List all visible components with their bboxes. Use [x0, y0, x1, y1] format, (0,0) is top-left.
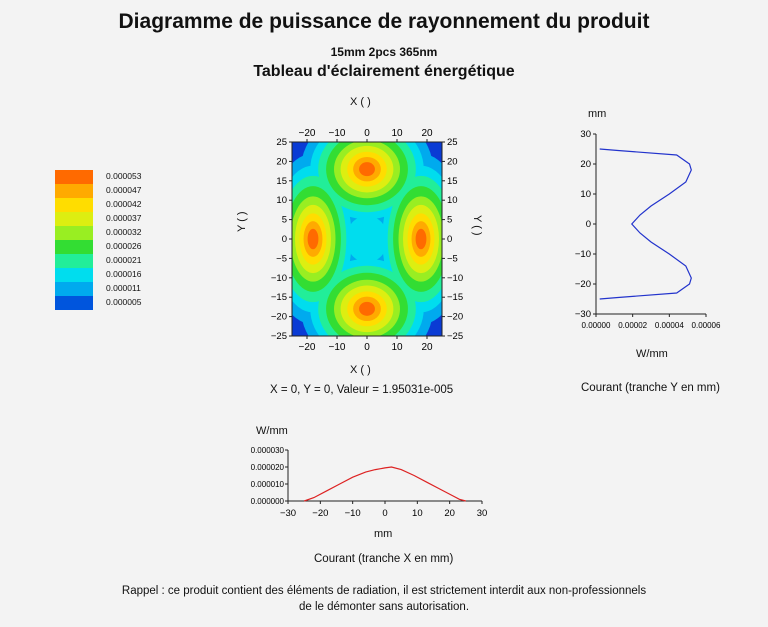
- heatmap-bottom-axis-label: X ( ): [350, 364, 371, 376]
- legend-swatch: [55, 240, 93, 254]
- heatmap-top-axis-label: X ( ): [350, 96, 371, 108]
- right-plot: [560, 126, 730, 336]
- heatmap-contour: [416, 229, 427, 249]
- right-plot-y-tick-label: 30: [580, 129, 591, 140]
- heatmap-readout: X = 0, Y = 0, Valeur = 1.95031e-005: [270, 384, 454, 396]
- legend-swatch: [55, 254, 93, 268]
- right-plot-y-tick-label: 10: [580, 189, 591, 200]
- heatmap-y-tick-label-left: 15: [276, 175, 287, 187]
- heatmap-y-tick-label-right: 0: [447, 234, 453, 245]
- bottom-plot-x-label: mm: [374, 528, 393, 540]
- heatmap-y-tick-label-left: 25: [276, 137, 287, 148]
- right-plot-y-tick-label: −10: [574, 249, 591, 260]
- heatmap-contour: [346, 216, 388, 263]
- legend-swatch: [55, 226, 93, 240]
- bottom-plot-unit: W/mm: [256, 425, 288, 437]
- right-plot-x-label: W/mm: [636, 348, 668, 360]
- legend-swatch: [55, 282, 93, 296]
- disclaimer-note: [0, 583, 768, 615]
- legend-label: 0.000042: [106, 199, 142, 209]
- bottom-plot-y-tick-label: 0.000010: [250, 480, 284, 489]
- bottom-plot-x-tick-label: 20: [444, 508, 455, 519]
- heatmap-x-tick-label-top: 20: [421, 128, 433, 139]
- heatmap-y-tick-label-left: −20: [270, 311, 287, 323]
- heatmap-x-tick-label-bottom: 10: [391, 342, 403, 353]
- heatmap-y-tick-label-left: 0: [281, 234, 287, 245]
- legend-swatch: [55, 268, 93, 282]
- bottom-plot: [240, 440, 500, 526]
- legend-label: 0.000005: [106, 297, 142, 307]
- bottom-plot-x-tick-label: 30: [476, 508, 488, 519]
- table-title: Tableau d'éclairement énergétique: [253, 63, 515, 80]
- heatmap-y-tick-label-left: 10: [276, 195, 287, 207]
- bottom-plot-x-tick-label: −20: [312, 508, 329, 519]
- right-plot-x-tick-label: 0.00002: [618, 321, 648, 330]
- right-plot-y-tick-label: −30: [574, 309, 591, 320]
- heatmap-y-tick-label-right: 20: [447, 156, 458, 168]
- heatmap-y-tick-label-right: 5: [447, 214, 453, 226]
- heatmap-y-tick-label-left: 20: [276, 156, 287, 168]
- right-plot-series-line: [600, 149, 692, 299]
- heatmap-left-axis-label: Y ( ): [236, 211, 248, 232]
- heatmap-y-tick-label-right: −20: [447, 311, 464, 323]
- heatmap-x-tick-label-top: −10: [328, 128, 346, 139]
- heatmap-y-tick-label-right: 25: [447, 137, 458, 148]
- right-plot-x-tick-label: 0.00006: [691, 321, 721, 330]
- right-plot-unit: mm: [588, 108, 607, 120]
- heatmap-x-tick-label-bottom: −10: [328, 342, 346, 353]
- legend-swatch: [55, 212, 93, 226]
- chart-subtitle: 15mm 2pcs 365nm: [330, 45, 438, 59]
- heatmap-x-tick-label-top: 10: [391, 128, 403, 139]
- bottom-plot-caption: Courant (tranche X en mm): [314, 553, 454, 565]
- right-plot-y-tick-label: −20: [574, 279, 591, 290]
- heatmap-y-tick-label-right: 15: [447, 175, 458, 187]
- legend-swatch: [55, 184, 93, 198]
- heatmap-y-tick-label-left: −5: [276, 253, 287, 265]
- legend-label: 0.000032: [106, 227, 142, 237]
- heatmap-y-tick-label-left: −15: [270, 292, 287, 304]
- bottom-plot-y-tick-label: 0.000020: [250, 463, 284, 472]
- bottom-plot-x-tick-label: −10: [344, 508, 361, 519]
- heatmap-x-tick-label-bottom: −20: [298, 342, 316, 353]
- right-plot-y-tick-label: 0: [585, 219, 591, 230]
- legend-swatch: [55, 170, 93, 184]
- legend-label: 0.000026: [106, 241, 142, 251]
- bottom-plot-y-tick-label: 0.000030: [250, 446, 284, 455]
- heatmap-x-tick-label-bottom: 0: [364, 342, 370, 353]
- heatmap-x-tick-label-top: −20: [298, 128, 316, 139]
- right-plot-x-tick-label: 0.00004: [654, 321, 684, 330]
- heatmap-x-tick-label-top: 0: [364, 128, 370, 139]
- legend-swatch: [55, 296, 93, 310]
- bottom-plot-x-tick-label: −30: [279, 508, 297, 519]
- legend-label: 0.000053: [106, 171, 142, 181]
- legend-label: 0.000011: [106, 283, 141, 293]
- heatmap-contour: [359, 162, 375, 176]
- heatmap-chart: [240, 110, 490, 360]
- right-plot-x-tick-label: 0.00000: [581, 321, 611, 330]
- right-plot-caption: Courant (tranche Y en mm): [581, 382, 720, 394]
- heatmap-y-tick-label-left: 5: [281, 214, 287, 226]
- heatmap-y-tick-label-right: −5: [447, 253, 458, 265]
- heatmap-y-tick-label-left: −10: [270, 272, 287, 284]
- bottom-plot-x-tick-label: 0: [382, 508, 388, 519]
- chart-title: Diagramme de puissance de rayonnement du produit: [118, 10, 650, 33]
- heatmap-contour: [359, 302, 375, 316]
- legend-label: 0.000047: [106, 185, 142, 195]
- heatmap-contour: [308, 229, 319, 249]
- right-plot-y-tick-label: 20: [580, 159, 591, 170]
- disclaimer-line-1: Rappel : ce produit contient des éléments de radiation, il est strictement interdit aux non-professionnels: [121, 585, 647, 597]
- heatmap-y-tick-label-right: −15: [447, 292, 464, 304]
- heatmap-y-tick-label-right: −25: [447, 331, 464, 342]
- heatmap-x-tick-label-bottom: 20: [421, 342, 433, 353]
- heatmap-right-axis-label: Y ( ): [471, 215, 483, 236]
- bottom-plot-series-line: [304, 467, 466, 501]
- heatmap-y-tick-label-right: −10: [447, 272, 464, 284]
- bottom-plot-y-tick-label: 0.000000: [250, 497, 284, 506]
- bottom-plot-x-tick-label: 10: [412, 508, 423, 519]
- heatmap-y-tick-label-right: 10: [447, 195, 458, 207]
- disclaimer-line-2: de le démonter sans autorisation.: [298, 601, 470, 613]
- heatmap-y-tick-label-left: −25: [270, 331, 287, 342]
- legend-label: 0.000021: [106, 255, 142, 265]
- legend-label: 0.000037: [106, 213, 142, 223]
- legend-label: 0.000016: [106, 269, 142, 279]
- legend-swatch: [55, 198, 93, 212]
